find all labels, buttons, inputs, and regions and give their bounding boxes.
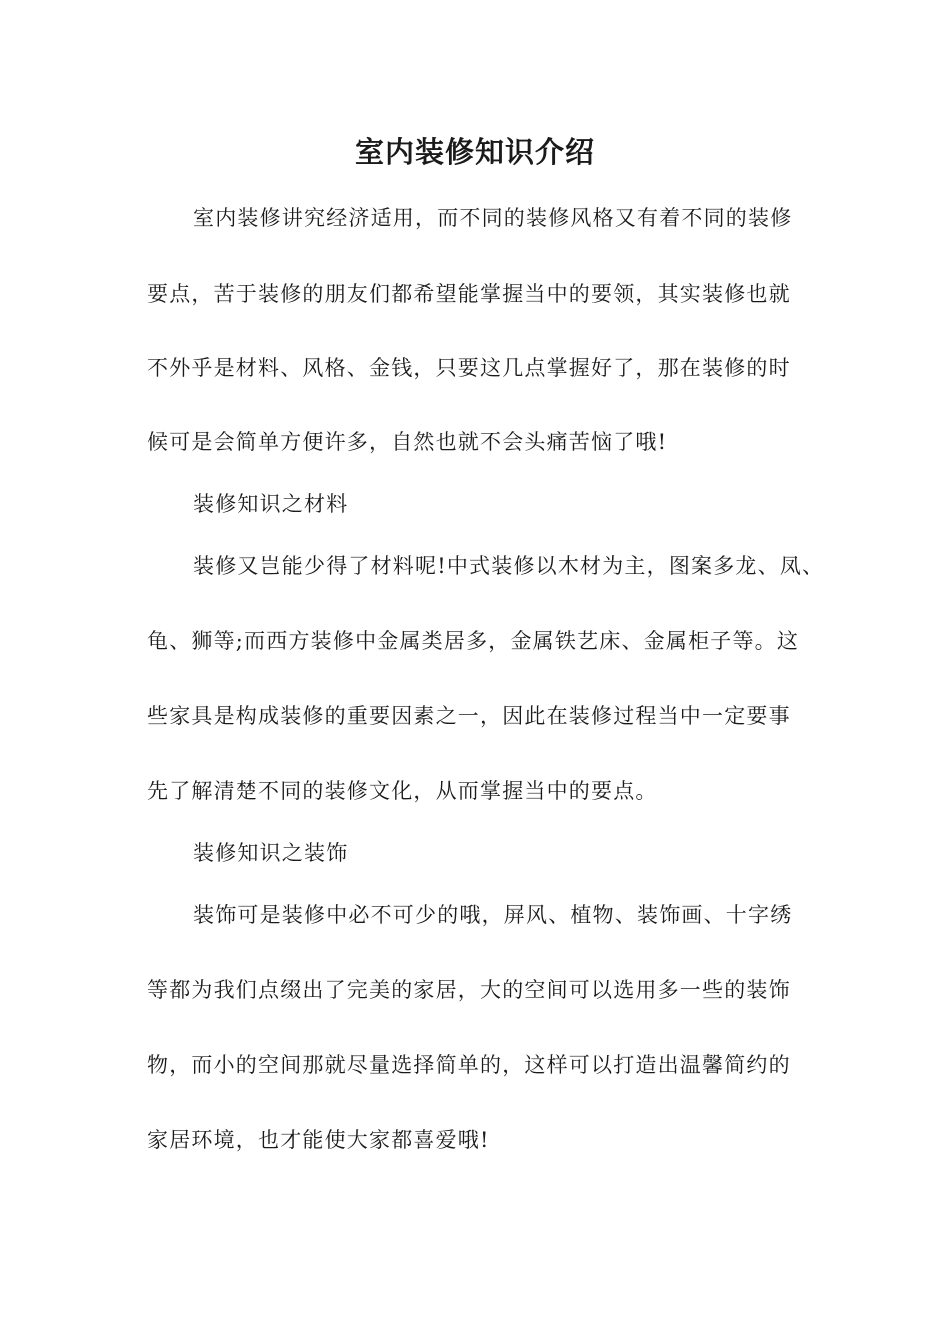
paragraph-2-line-2: 龟、狮等;而西方装修中金属类居多，金属铁艺床、金属柜子等。这	[147, 629, 800, 653]
section-heading-decoration: 装修知识之装饰	[193, 841, 349, 865]
paragraph-3-line-1: 装饰可是装修中必不可少的哦，屏风、植物、装饰画、十字绣	[193, 903, 793, 927]
document-title: 室内装修知识介绍	[354, 135, 595, 169]
paragraph-2-line-1: 装修又岂能少得了材料呢!中式装修以木材为主，图案多龙、凤、	[193, 554, 825, 578]
paragraph-2-line-4: 先了解清楚不同的装修文化，从而掌握当中的要点。	[147, 779, 658, 803]
paragraph-1-line-3: 不外乎是材料、风格、金钱，只要这几点掌握好了，那在装修的时	[147, 356, 791, 380]
paragraph-2-line-3: 些家具是构成装修的重要因素之一，因此在装修过程当中一定要事	[147, 704, 791, 728]
paragraph-3-line-4: 家居环境，也才能使大家都喜爱哦!	[147, 1128, 490, 1152]
paragraph-3-line-2: 等都为我们点缀出了完美的家居，大的空间可以选用多一些的装饰	[147, 978, 791, 1002]
section-heading-materials: 装修知识之材料	[193, 492, 349, 516]
paragraph-1-line-4: 候可是会简单方便许多，自然也就不会头痛苦恼了哦!	[147, 430, 668, 454]
paragraph-3-line-3: 物，而小的空间那就尽量选择简单的，这样可以打造出温馨简约的	[147, 1053, 791, 1077]
paragraph-1-line-2: 要点，苦于装修的朋友们都希望能掌握当中的要领，其实装修也就	[147, 282, 791, 306]
paragraph-1-line-1: 室内装修讲究经济适用，而不同的装修风格又有着不同的装修	[193, 206, 793, 230]
